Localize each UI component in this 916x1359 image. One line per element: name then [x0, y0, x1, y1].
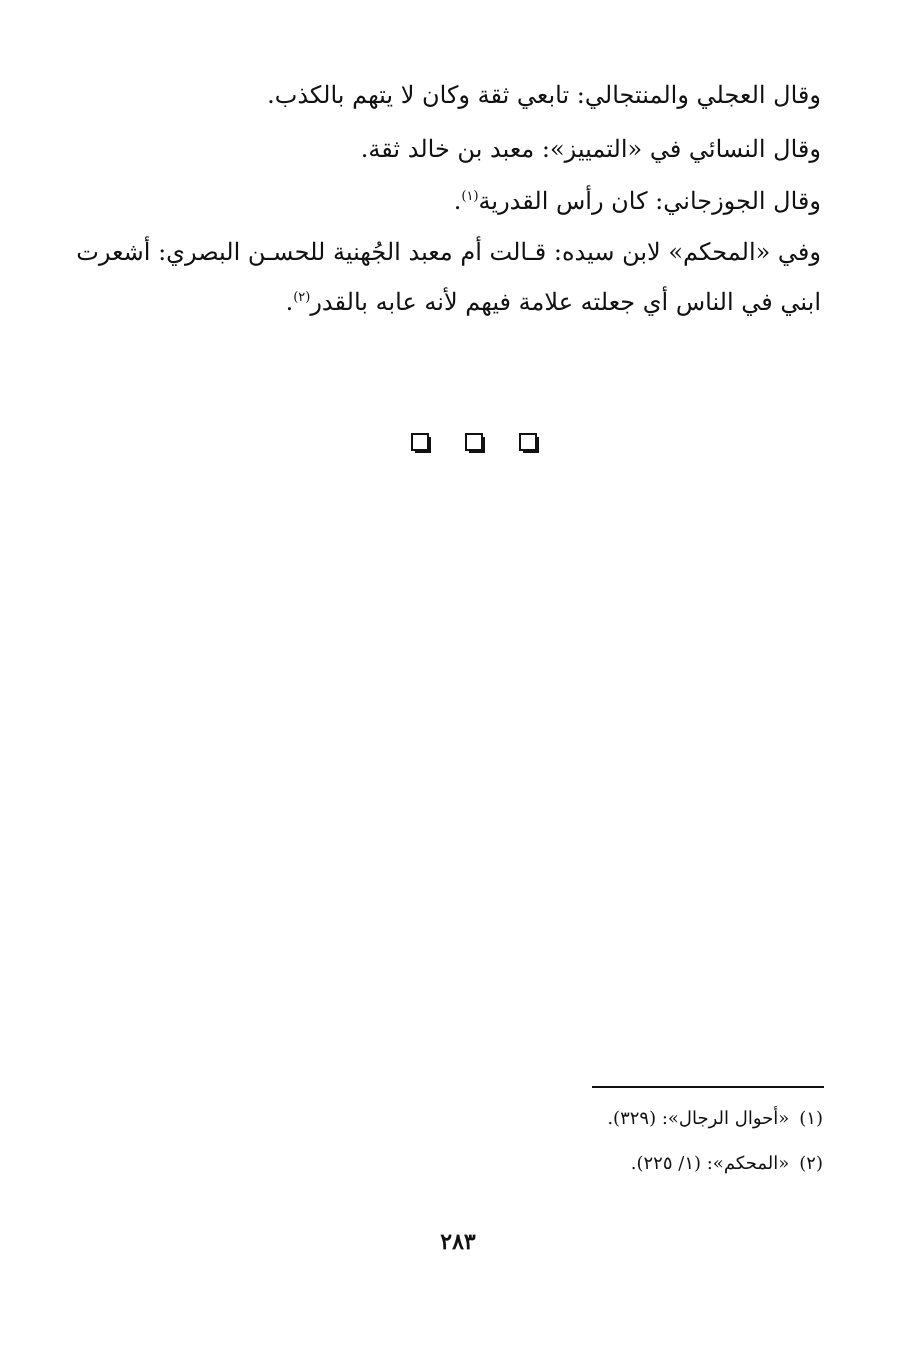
body-line-3 — [454, 186, 821, 216]
footnote-1 — [607, 1107, 823, 1131]
body-line-3-text: وقال الجوزجاني: كان رأس القدرية — [478, 187, 821, 215]
footnote-1-number: (١) — [799, 1108, 823, 1129]
body-line-4 — [76, 237, 821, 267]
square-ornament-icon — [519, 433, 541, 455]
body-line-1-text: وقال العجلي والمنتجالي: تابعي ثقة وكان لا يتهم بالكذب. — [267, 81, 821, 109]
body-line-5 — [286, 287, 821, 317]
square-ornament-icon — [411, 433, 433, 455]
square-ornament-icon — [465, 433, 487, 455]
body-line-3-end: . — [453, 187, 462, 215]
footnote-2 — [631, 1152, 823, 1176]
footnote-ref-2[interactable]: (٢) — [293, 290, 311, 305]
footnote-1-text: «أحوال الرجال»: (٣٢٩). — [607, 1108, 790, 1129]
section-end-ornaments — [411, 433, 541, 457]
body-line-4-text: وفي «المحكم» لابن سيده: قـالت أم معبد الجُهنية للحسـن البصري: أشعرت — [76, 238, 821, 266]
footnote-2-number: (٢) — [799, 1153, 823, 1174]
body-line-2 — [361, 134, 821, 164]
body-line-1 — [267, 80, 821, 110]
footnote-ref-1[interactable]: (١) — [461, 189, 479, 204]
body-line-2-text: وقال النسائي في «التمييز»: معبد بن خالد ثقة. — [360, 135, 821, 163]
footnote-2-text: «المحكم»: (١/ ٢٢٥). — [630, 1153, 790, 1174]
footnote-separator — [592, 1086, 824, 1088]
page-number: ٢٨٣ — [440, 1229, 476, 1255]
body-line-5-text: ابني في الناس أي جعلته علامة فيهم لأنه عابه بالقدر — [310, 288, 821, 316]
body-line-5-end: . — [285, 288, 294, 316]
